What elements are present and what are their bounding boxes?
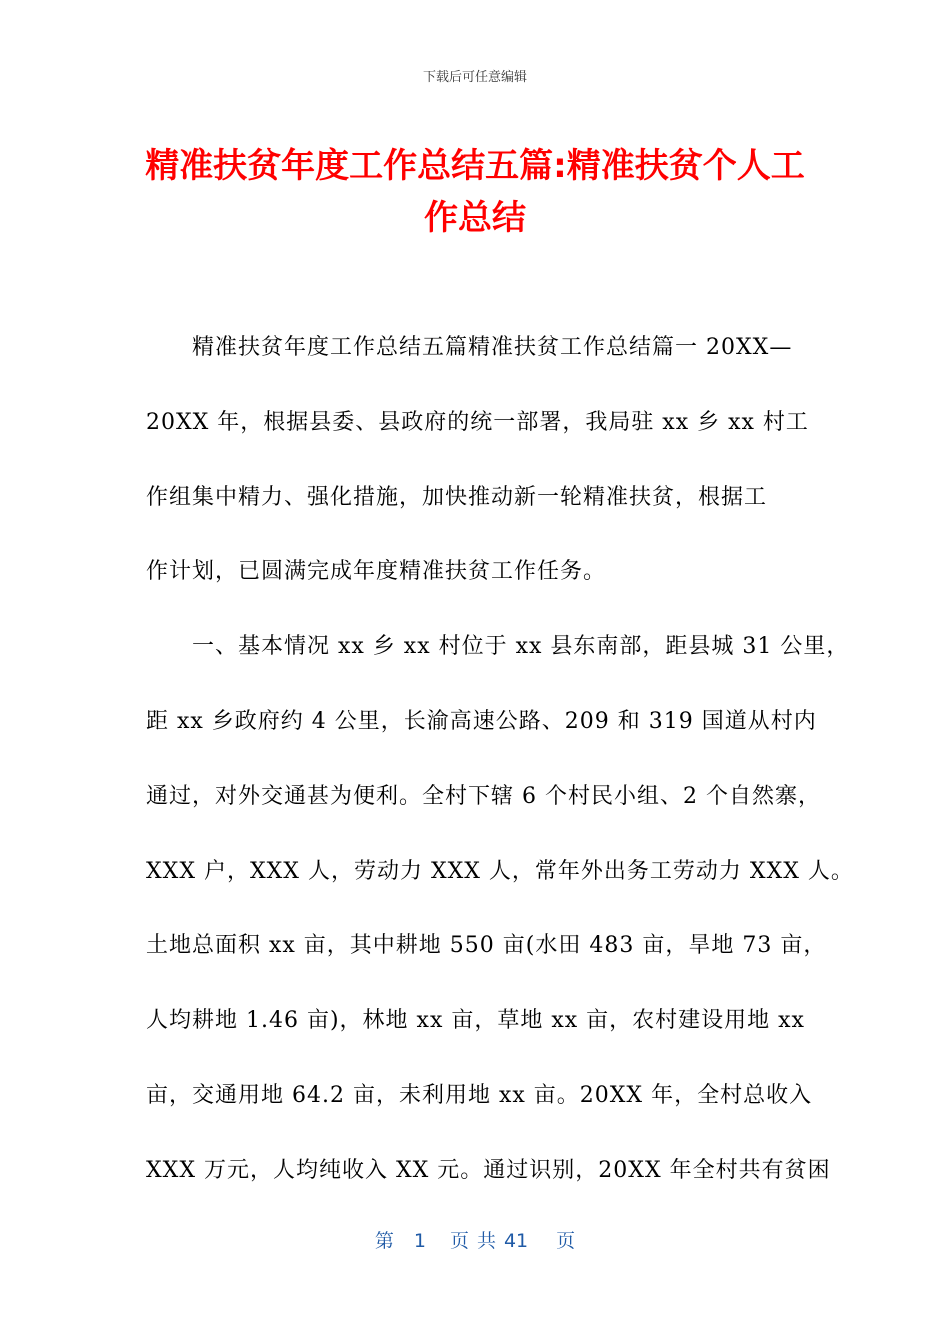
page-prefix: 第 [374, 1230, 394, 1252]
total-pages: 41 [503, 1230, 529, 1252]
body-line: 一、基本情况 xx 乡 xx 村位于 xx 县东南部，距县城 31 公里， [192, 634, 850, 659]
title-line-1: 精准扶贫年度工作总结五篇:精准扶贫个人工 [145, 146, 805, 186]
header-note: 下载后可任意编辑 [422, 70, 527, 85]
body-line: 作计划，已圆满完成年度精准扶贫工作任务。 [146, 559, 607, 584]
body-line: XXX 户，XXX 人，劳动力 XXX 人，常年外出务工劳动力 XXX 人。 [146, 859, 854, 884]
page-label: 页 [449, 1230, 469, 1252]
body-line: 精准扶贫年度工作总结五篇精准扶贫工作总结篇一 20XX— [192, 335, 793, 360]
total-prefix: 共 [476, 1230, 496, 1252]
body-line: 亩，交通用地 64.2 亩，未利用地 xx 亩。20XX 年，全村总收入 [146, 1083, 813, 1108]
page-number: 1 [413, 1230, 426, 1252]
total-suffix: 页 [556, 1230, 576, 1252]
body-line: 作组集中精力、强化措施，加快推动新一轮精准扶贫，根据工 [146, 485, 768, 510]
body-line: 土地总面积 xx 亩，其中耕地 550 亩(水田 483 亩，旱地 73 亩， [146, 933, 827, 958]
document-title [120, 140, 830, 244]
body-line: 20XX 年，根据县委、县政府的统一部署，我局驻 xx 乡 xx 村工 [146, 410, 809, 435]
body-line: 通过，对外交通甚为便利。全村下辖 6 个村民小组、2 个自然寨， [146, 784, 821, 809]
body-line: XXX 万元，人均纯收入 XX 元。通过识别，20XX 年全村共有贫困 [146, 1158, 831, 1183]
body-line: 人均耕地 1.46 亩)，林地 xx 亩，草地 xx 亩，农村建设用地 xx [146, 1008, 805, 1033]
page-footer [0, 1226, 950, 1253]
body-line: 距 xx 乡政府约 4 公里，长渝高速公路、209 和 319 国道从村内 [146, 709, 817, 734]
title-line-2: 作总结 [424, 198, 526, 238]
